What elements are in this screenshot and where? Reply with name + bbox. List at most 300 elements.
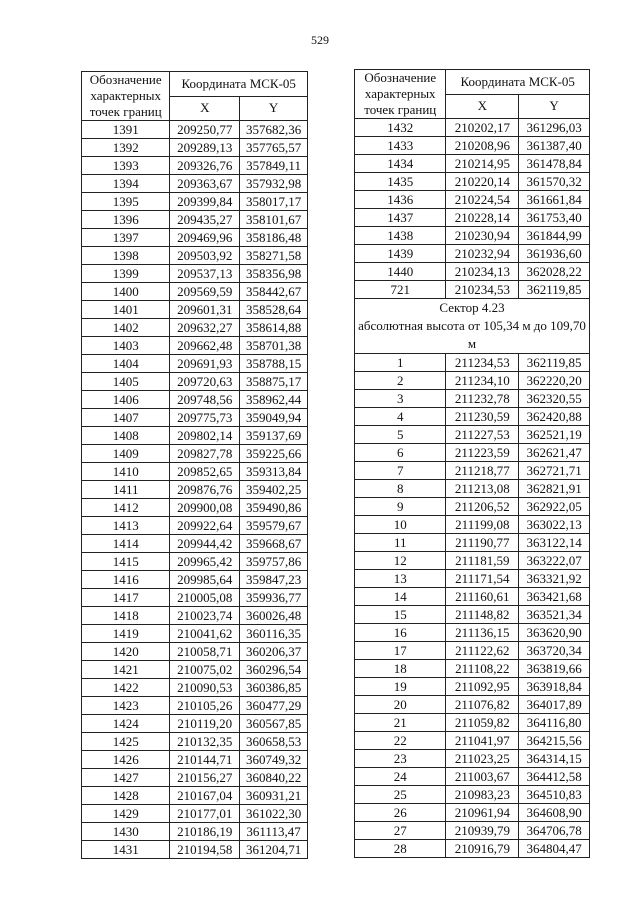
x-coordinate-cell: 209748,56 — [170, 391, 240, 409]
table-row — [355, 480, 590, 498]
table-row — [355, 119, 590, 137]
y-coordinate-cell: 361478,84 — [519, 155, 590, 173]
point-id-cell: 7 — [355, 462, 446, 480]
point-id-cell: 14 — [355, 588, 446, 606]
y-coordinate-cell: 363819,66 — [519, 660, 590, 678]
y-coordinate-cell: 358701,38 — [240, 337, 308, 355]
table-row — [82, 823, 308, 841]
y-coordinate-cell: 359225,66 — [240, 445, 308, 463]
point-id-cell: 1431 — [82, 841, 170, 859]
point-id-cell: 20 — [355, 696, 446, 714]
y-coordinate-cell: 361936,60 — [519, 245, 590, 263]
x-coordinate-cell: 210075,02 — [170, 661, 240, 679]
x-coordinate-cell: 211181,59 — [446, 552, 519, 570]
table-row — [82, 247, 308, 265]
y-coordinate-cell: 358788,15 — [240, 355, 308, 373]
table-row — [82, 517, 308, 535]
y-coordinate-cell: 358271,58 — [240, 247, 308, 265]
table-row — [82, 373, 308, 391]
y-coordinate-cell: 359313,84 — [240, 463, 308, 481]
x-coordinate-cell: 210132,35 — [170, 733, 240, 751]
x-coordinate-cell: 209802,14 — [170, 427, 240, 445]
table-row — [355, 570, 590, 588]
x-coordinate-cell: 209537,13 — [170, 265, 240, 283]
table-row — [355, 390, 590, 408]
y-coordinate-cell: 359668,67 — [240, 535, 308, 553]
table-row — [82, 355, 308, 373]
x-coordinate-cell: 210090,53 — [170, 679, 240, 697]
table-row — [355, 263, 590, 281]
y-coordinate-cell: 361661,84 — [519, 191, 590, 209]
point-id-cell: 18 — [355, 660, 446, 678]
table-row — [355, 155, 590, 173]
point-id-cell: 1391 — [82, 121, 170, 139]
table-row — [82, 211, 308, 229]
point-id-cell: 1394 — [82, 175, 170, 193]
sector-caption — [355, 299, 590, 354]
point-id-cell: 5 — [355, 426, 446, 444]
y-coordinate-cell: 362721,71 — [519, 462, 590, 480]
point-id-cell: 1408 — [82, 427, 170, 445]
y-coordinate-cell: 361753,40 — [519, 209, 590, 227]
x-coordinate-cell: 210156,27 — [170, 769, 240, 787]
point-id-cell: 1427 — [82, 769, 170, 787]
x-coordinate-cell: 209965,42 — [170, 553, 240, 571]
table-row — [355, 624, 590, 642]
point-id-cell: 1402 — [82, 319, 170, 337]
table-row — [82, 283, 308, 301]
x-coordinate-cell: 211199,08 — [446, 516, 519, 534]
table-row — [82, 121, 308, 139]
point-id-cell: 1406 — [82, 391, 170, 409]
table-row — [355, 642, 590, 660]
table-row — [355, 245, 590, 263]
x-coordinate-cell: 209662,48 — [170, 337, 240, 355]
point-id-cell: 1424 — [82, 715, 170, 733]
y-coordinate-cell: 360749,32 — [240, 751, 308, 769]
x-coordinate-cell: 210230,94 — [446, 227, 519, 245]
x-coordinate-cell: 209876,76 — [170, 481, 240, 499]
header-y: Y — [240, 96, 308, 121]
x-coordinate-cell: 210119,20 — [170, 715, 240, 733]
point-id-cell: 1405 — [82, 373, 170, 391]
point-id-cell: 1434 — [355, 155, 446, 173]
y-coordinate-cell: 362320,55 — [519, 390, 590, 408]
point-id-cell: 17 — [355, 642, 446, 660]
table-row — [82, 157, 308, 175]
x-coordinate-cell: 209632,27 — [170, 319, 240, 337]
point-id-cell: 28 — [355, 840, 446, 858]
y-coordinate-cell: 357765,57 — [240, 139, 308, 157]
point-id-cell: 1413 — [82, 517, 170, 535]
point-id-cell: 1417 — [82, 589, 170, 607]
table-row — [82, 139, 308, 157]
table-row — [355, 660, 590, 678]
header-designation: Обозначение характерных точек границ — [355, 70, 446, 119]
x-coordinate-cell: 210105,26 — [170, 697, 240, 715]
y-coordinate-cell: 358442,67 — [240, 283, 308, 301]
y-coordinate-cell: 360840,22 — [240, 769, 308, 787]
table-row — [82, 715, 308, 733]
table-row — [82, 679, 308, 697]
point-id-cell: 1426 — [82, 751, 170, 769]
sector-row — [355, 299, 590, 354]
y-coordinate-cell: 357932,98 — [240, 175, 308, 193]
y-coordinate-cell: 361113,47 — [240, 823, 308, 841]
header-coordinates: Координата МСК-05 — [170, 72, 308, 97]
x-coordinate-cell: 210228,14 — [446, 209, 519, 227]
table-row — [355, 462, 590, 480]
x-coordinate-cell: 209827,78 — [170, 445, 240, 463]
x-coordinate-cell: 211160,61 — [446, 588, 519, 606]
point-id-cell: 1412 — [82, 499, 170, 517]
x-coordinate-cell: 211232,78 — [446, 390, 519, 408]
point-id-cell: 12 — [355, 552, 446, 570]
x-coordinate-cell: 211223,59 — [446, 444, 519, 462]
header-x: X — [446, 94, 519, 119]
y-coordinate-cell: 364116,80 — [519, 714, 590, 732]
y-coordinate-cell: 364017,89 — [519, 696, 590, 714]
x-coordinate-cell: 210232,94 — [446, 245, 519, 263]
point-id-cell: 16 — [355, 624, 446, 642]
x-coordinate-cell: 209852,65 — [170, 463, 240, 481]
point-id-cell: 1416 — [82, 571, 170, 589]
x-coordinate-cell: 209985,64 — [170, 571, 240, 589]
x-coordinate-cell: 209503,92 — [170, 247, 240, 265]
y-coordinate-cell: 359757,86 — [240, 553, 308, 571]
table-row — [355, 588, 590, 606]
x-coordinate-cell: 211218,77 — [446, 462, 519, 480]
x-coordinate-cell: 210023,74 — [170, 607, 240, 625]
y-coordinate-cell: 363022,13 — [519, 516, 590, 534]
table-row — [82, 337, 308, 355]
y-coordinate-cell: 362220,20 — [519, 372, 590, 390]
y-coordinate-cell: 357849,11 — [240, 157, 308, 175]
y-coordinate-cell: 362621,47 — [519, 444, 590, 462]
table-row — [82, 661, 308, 679]
table-row — [82, 499, 308, 517]
table-row — [82, 535, 308, 553]
point-id-cell: 1438 — [355, 227, 446, 245]
x-coordinate-cell: 209289,13 — [170, 139, 240, 157]
x-coordinate-cell: 210194,58 — [170, 841, 240, 859]
x-coordinate-cell: 211059,82 — [446, 714, 519, 732]
point-id-cell: 25 — [355, 786, 446, 804]
x-coordinate-cell: 209250,77 — [170, 121, 240, 139]
table-row — [355, 516, 590, 534]
x-coordinate-cell: 209922,64 — [170, 517, 240, 535]
x-coordinate-cell: 211171,54 — [446, 570, 519, 588]
x-coordinate-cell: 211122,62 — [446, 642, 519, 660]
point-id-cell: 1392 — [82, 139, 170, 157]
table-row — [355, 137, 590, 155]
point-id-cell: 24 — [355, 768, 446, 786]
x-coordinate-cell: 210961,94 — [446, 804, 519, 822]
y-coordinate-cell: 359049,94 — [240, 409, 308, 427]
point-id-cell: 1399 — [82, 265, 170, 283]
x-coordinate-cell: 211041,97 — [446, 732, 519, 750]
x-coordinate-cell: 210234,53 — [446, 281, 519, 299]
point-id-cell: 1433 — [355, 137, 446, 155]
header-y: Y — [519, 94, 590, 119]
point-id-cell: 21 — [355, 714, 446, 732]
y-coordinate-cell: 360567,85 — [240, 715, 308, 733]
x-coordinate-cell: 209363,67 — [170, 175, 240, 193]
table-row — [355, 444, 590, 462]
x-coordinate-cell: 211108,22 — [446, 660, 519, 678]
y-coordinate-cell: 358356,98 — [240, 265, 308, 283]
y-coordinate-cell: 359936,77 — [240, 589, 308, 607]
table-row — [82, 463, 308, 481]
x-coordinate-cell: 209944,42 — [170, 535, 240, 553]
table-row — [355, 552, 590, 570]
x-coordinate-cell: 211234,53 — [446, 354, 519, 372]
table-row — [355, 227, 590, 245]
x-coordinate-cell: 211148,82 — [446, 606, 519, 624]
y-coordinate-cell: 359137,69 — [240, 427, 308, 445]
header-x: X — [170, 96, 240, 121]
x-coordinate-cell: 210208,96 — [446, 137, 519, 155]
point-id-cell: 1429 — [82, 805, 170, 823]
point-id-cell: 1404 — [82, 355, 170, 373]
point-id-cell: 1395 — [82, 193, 170, 211]
y-coordinate-cell: 362420,88 — [519, 408, 590, 426]
point-id-cell: 8 — [355, 480, 446, 498]
table-row — [355, 750, 590, 768]
point-id-cell: 1401 — [82, 301, 170, 319]
table-row — [82, 805, 308, 823]
point-id-cell: 1430 — [82, 823, 170, 841]
y-coordinate-cell: 358528,64 — [240, 301, 308, 319]
point-id-cell: 1415 — [82, 553, 170, 571]
point-id-cell: 9 — [355, 498, 446, 516]
y-coordinate-cell: 361844,99 — [519, 227, 590, 245]
x-coordinate-cell: 210144,71 — [170, 751, 240, 769]
x-coordinate-cell: 211076,82 — [446, 696, 519, 714]
table-row — [82, 571, 308, 589]
table-row — [355, 209, 590, 227]
y-coordinate-cell: 363122,14 — [519, 534, 590, 552]
table-row — [82, 265, 308, 283]
y-coordinate-cell: 358875,17 — [240, 373, 308, 391]
x-coordinate-cell: 210177,01 — [170, 805, 240, 823]
y-coordinate-cell: 364706,78 — [519, 822, 590, 840]
point-id-cell: 1393 — [82, 157, 170, 175]
y-coordinate-cell: 363321,92 — [519, 570, 590, 588]
point-id-cell: 1403 — [82, 337, 170, 355]
table-row — [82, 787, 308, 805]
y-coordinate-cell: 360206,37 — [240, 643, 308, 661]
table-row — [82, 751, 308, 769]
table-row — [82, 769, 308, 787]
table-body-left — [82, 121, 308, 859]
x-coordinate-cell: 210186,19 — [170, 823, 240, 841]
x-coordinate-cell: 209435,27 — [170, 211, 240, 229]
x-coordinate-cell: 209691,93 — [170, 355, 240, 373]
y-coordinate-cell: 360658,53 — [240, 733, 308, 751]
y-coordinate-cell: 360116,35 — [240, 625, 308, 643]
point-id-cell: 2 — [355, 372, 446, 390]
point-id-cell: 11 — [355, 534, 446, 552]
table-row — [82, 625, 308, 643]
y-coordinate-cell: 360296,54 — [240, 661, 308, 679]
table-row — [82, 409, 308, 427]
x-coordinate-cell: 210214,95 — [446, 155, 519, 173]
table-row — [82, 697, 308, 715]
table-row — [355, 534, 590, 552]
y-coordinate-cell: 364804,47 — [519, 840, 590, 858]
y-coordinate-cell: 361570,32 — [519, 173, 590, 191]
y-coordinate-cell: 364510,83 — [519, 786, 590, 804]
point-id-cell: 1410 — [82, 463, 170, 481]
table-row — [355, 372, 590, 390]
y-coordinate-cell: 360931,21 — [240, 787, 308, 805]
x-coordinate-cell: 210224,54 — [446, 191, 519, 209]
x-coordinate-cell: 211234,10 — [446, 372, 519, 390]
table-row — [355, 408, 590, 426]
y-coordinate-cell: 363421,68 — [519, 588, 590, 606]
x-coordinate-cell: 211190,77 — [446, 534, 519, 552]
point-id-cell: 1397 — [82, 229, 170, 247]
point-id-cell: 1400 — [82, 283, 170, 301]
point-id-cell: 23 — [355, 750, 446, 768]
y-coordinate-cell: 359490,86 — [240, 499, 308, 517]
y-coordinate-cell: 361387,40 — [519, 137, 590, 155]
x-coordinate-cell: 209720,63 — [170, 373, 240, 391]
y-coordinate-cell: 360386,85 — [240, 679, 308, 697]
x-coordinate-cell: 211023,25 — [446, 750, 519, 768]
table-row — [82, 229, 308, 247]
y-coordinate-cell: 362521,19 — [519, 426, 590, 444]
table-row — [355, 281, 590, 299]
table-row — [82, 427, 308, 445]
x-coordinate-cell: 210234,13 — [446, 263, 519, 281]
x-coordinate-cell: 210058,71 — [170, 643, 240, 661]
table-row — [82, 733, 308, 751]
x-coordinate-cell: 211092,95 — [446, 678, 519, 696]
point-id-cell: 1407 — [82, 409, 170, 427]
coordinates-table-left — [81, 71, 308, 859]
y-coordinate-cell: 364215,56 — [519, 732, 590, 750]
point-id-cell: 10 — [355, 516, 446, 534]
point-id-cell: 1418 — [82, 607, 170, 625]
y-coordinate-cell: 362119,85 — [519, 281, 590, 299]
y-coordinate-cell: 364608,90 — [519, 804, 590, 822]
table-row — [82, 643, 308, 661]
point-id-cell: 4 — [355, 408, 446, 426]
table-row — [355, 822, 590, 840]
table-body-right-bottom — [355, 354, 590, 858]
y-coordinate-cell: 363521,34 — [519, 606, 590, 624]
point-id-cell: 1425 — [82, 733, 170, 751]
x-coordinate-cell: 209469,96 — [170, 229, 240, 247]
table-row — [355, 714, 590, 732]
x-coordinate-cell: 211213,08 — [446, 480, 519, 498]
y-coordinate-cell: 358962,44 — [240, 391, 308, 409]
x-coordinate-cell: 210983,23 — [446, 786, 519, 804]
y-coordinate-cell: 363620,90 — [519, 624, 590, 642]
y-coordinate-cell: 364314,15 — [519, 750, 590, 768]
point-id-cell: 1432 — [355, 119, 446, 137]
point-id-cell: 721 — [355, 281, 446, 299]
point-id-cell: 13 — [355, 570, 446, 588]
point-id-cell: 6 — [355, 444, 446, 462]
x-coordinate-cell: 211230,59 — [446, 408, 519, 426]
point-id-cell: 1419 — [82, 625, 170, 643]
table-row — [355, 426, 590, 444]
y-coordinate-cell: 358614,88 — [240, 319, 308, 337]
point-id-cell: 1411 — [82, 481, 170, 499]
y-coordinate-cell: 357682,36 — [240, 121, 308, 139]
point-id-cell: 1420 — [82, 643, 170, 661]
point-id-cell: 1398 — [82, 247, 170, 265]
table-row — [355, 732, 590, 750]
header-coordinates: Координата МСК-05 — [446, 70, 590, 95]
table-row — [355, 840, 590, 858]
y-coordinate-cell: 363918,84 — [519, 678, 590, 696]
y-coordinate-cell: 358017,17 — [240, 193, 308, 211]
point-id-cell: 22 — [355, 732, 446, 750]
y-coordinate-cell: 359579,67 — [240, 517, 308, 535]
y-coordinate-cell: 364412,58 — [519, 768, 590, 786]
point-id-cell: 1414 — [82, 535, 170, 553]
table-body-right-top — [355, 119, 590, 299]
point-id-cell: 26 — [355, 804, 446, 822]
table-row — [355, 354, 590, 372]
x-coordinate-cell: 209569,59 — [170, 283, 240, 301]
point-id-cell: 1 — [355, 354, 446, 372]
table-row — [355, 768, 590, 786]
point-id-cell: 1423 — [82, 697, 170, 715]
point-id-cell: 1428 — [82, 787, 170, 805]
table-row — [82, 841, 308, 859]
point-id-cell: 27 — [355, 822, 446, 840]
table-row — [82, 391, 308, 409]
x-coordinate-cell: 210167,04 — [170, 787, 240, 805]
x-coordinate-cell: 210220,14 — [446, 173, 519, 191]
y-coordinate-cell: 360477,29 — [240, 697, 308, 715]
y-coordinate-cell: 359402,25 — [240, 481, 308, 499]
point-id-cell: 1436 — [355, 191, 446, 209]
coordinates-table-right — [354, 69, 590, 858]
x-coordinate-cell: 210939,79 — [446, 822, 519, 840]
table-row — [82, 445, 308, 463]
x-coordinate-cell: 210202,17 — [446, 119, 519, 137]
x-coordinate-cell: 209775,73 — [170, 409, 240, 427]
x-coordinate-cell: 211206,52 — [446, 498, 519, 516]
x-coordinate-cell: 209399,84 — [170, 193, 240, 211]
y-coordinate-cell: 362821,91 — [519, 480, 590, 498]
y-coordinate-cell: 359847,23 — [240, 571, 308, 589]
point-id-cell: 1422 — [82, 679, 170, 697]
sector-altitude: абсолютная высота от 105,34 м до 109,70 м — [358, 318, 586, 351]
x-coordinate-cell: 210005,08 — [170, 589, 240, 607]
y-coordinate-cell: 363720,34 — [519, 642, 590, 660]
y-coordinate-cell: 362119,85 — [519, 354, 590, 372]
point-id-cell: 3 — [355, 390, 446, 408]
y-coordinate-cell: 361022,30 — [240, 805, 308, 823]
sector-title: Сектор 4.23 — [439, 300, 505, 315]
x-coordinate-cell: 211227,53 — [446, 426, 519, 444]
table-row — [355, 191, 590, 209]
x-coordinate-cell: 210916,79 — [446, 840, 519, 858]
point-id-cell: 15 — [355, 606, 446, 624]
table-row — [82, 589, 308, 607]
point-id-cell: 1435 — [355, 173, 446, 191]
table-row — [82, 301, 308, 319]
y-coordinate-cell: 362922,05 — [519, 498, 590, 516]
table-row — [355, 804, 590, 822]
